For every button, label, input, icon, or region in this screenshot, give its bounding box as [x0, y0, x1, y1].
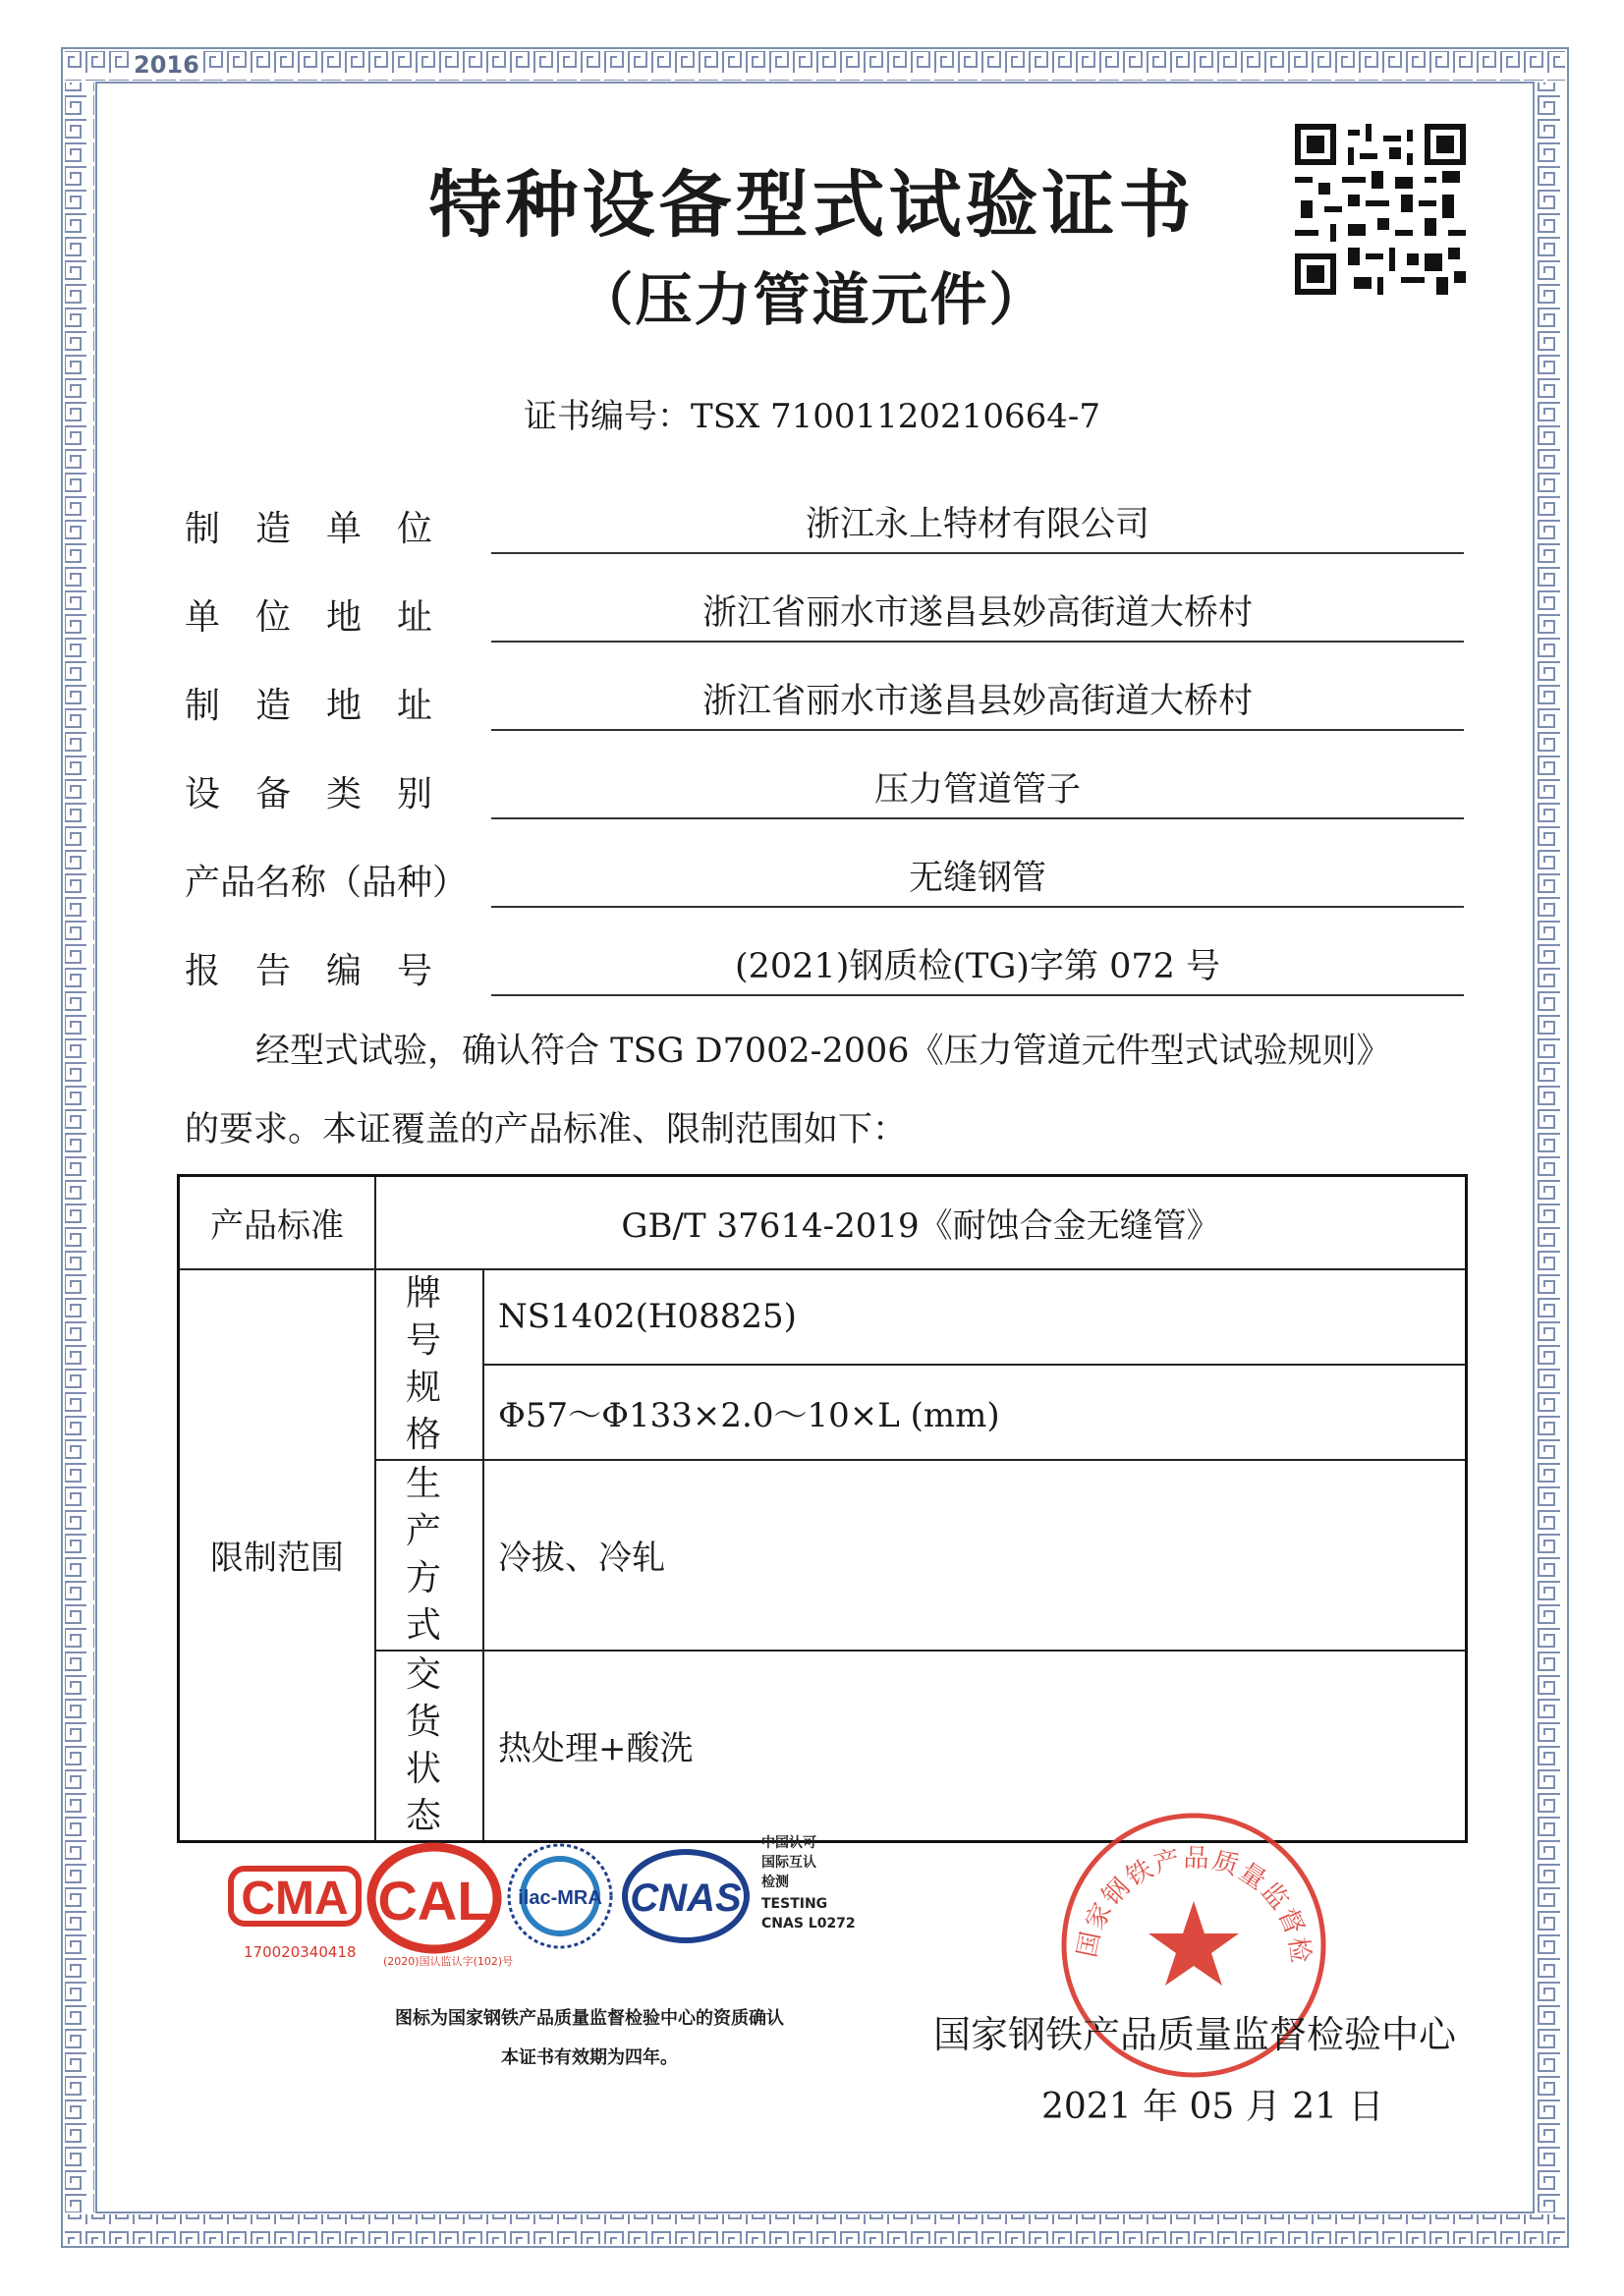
- ilac-mra-logo: [509, 1845, 611, 1947]
- field-label: 报 告 编 号: [185, 951, 433, 991]
- issue-date: 2021 年 05 月 21 日: [1041, 2087, 1384, 2127]
- method-label: [375, 1460, 483, 1651]
- cma-number: 170020340418: [244, 1943, 357, 1961]
- field-value: 压力管道管子: [491, 762, 1464, 819]
- cnas-logo: [625, 1834, 856, 1940]
- cnas-text-2: 国际互认: [761, 1855, 816, 1871]
- field-value: 浙江省丽水市遂昌县妙高街道大桥村: [491, 586, 1464, 643]
- method-label-line: 生 产: [405, 1463, 453, 1551]
- limit-label: 限制范围: [179, 1269, 376, 1842]
- grade-spec-label: [375, 1269, 483, 1460]
- standard-label: 产品标准: [179, 1176, 376, 1269]
- table-row: [179, 1269, 1467, 1365]
- delivery-label-line: 状 态: [405, 1748, 453, 1836]
- method-value: 冷拔、冷轧: [483, 1460, 1467, 1651]
- cnas-text-3: 检测: [761, 1875, 789, 1890]
- cal-logo: [371, 1847, 513, 1968]
- delivery-label: [375, 1651, 483, 1842]
- spec-label: 规 格: [405, 1367, 453, 1455]
- scope-table: [177, 1174, 1468, 1843]
- table-row: [179, 1176, 1467, 1269]
- cnas-text-1: 中国认可: [761, 1835, 816, 1851]
- field-value: 无缝钢管: [491, 851, 1464, 908]
- cnas-text: CNAS: [630, 1876, 742, 1920]
- certificate-number: 证书编号：TSX 71001120210664-7: [524, 397, 1100, 436]
- delivery-value: 热处理+酸洗: [483, 1651, 1467, 1842]
- border-year: 2016: [130, 51, 203, 79]
- issuer-name: 国家钢铁产品质量监督检验中心: [933, 2013, 1457, 2056]
- star-icon: [1148, 1901, 1239, 1986]
- field-label: 产品名称（品种）: [185, 863, 469, 903]
- field-value: 浙江永上特材有限公司: [491, 497, 1464, 554]
- cal-text: CAL: [377, 1870, 491, 1932]
- cal-number: (2020)国认监认字(102)号: [383, 1955, 514, 1968]
- field-label: 设 备 类 别: [185, 774, 433, 814]
- standard-value: GB/T 37614-2019《耐蚀合金无缝管》: [375, 1176, 1467, 1269]
- field-value: 浙江省丽水市遂昌县妙高街道大桥村: [491, 674, 1464, 731]
- cnas-text-4: TESTING: [761, 1896, 828, 1912]
- validity-note: 本证书有效期为四年。: [501, 2047, 678, 2068]
- certificate-title: 特种设备型式试验证书: [428, 163, 1196, 248]
- field-value: (2021)钢质检(TG)字第 072 号: [491, 939, 1464, 996]
- statement-line-1: 经型式试验，确认符合 TSG D7002-2006《压力管道元件型式试验规则》: [255, 1032, 1391, 1071]
- accreditation-logos: [226, 1818, 982, 1994]
- cma-text: CMA: [241, 1873, 349, 1925]
- qualification-note: 图标为国家钢铁产品质量监督检验中心的资质确认: [395, 2008, 784, 2029]
- cma-logo: [231, 1869, 359, 1961]
- seal-text: 国家钢铁产品质量监督检: [1072, 1843, 1316, 1967]
- grade-label: 牌 号: [405, 1272, 453, 1361]
- statement-line-2: 的要求。本证覆盖的产品标准、限制范围如下：: [185, 1110, 908, 1149]
- logos-svg: [226, 1818, 982, 1994]
- field-label: 制 造 地 址: [185, 686, 433, 726]
- spec-value: Φ57～Φ133×2.0～10×L (mm): [483, 1365, 1467, 1460]
- certificate-subtitle: （压力管道元件）: [576, 266, 1048, 333]
- delivery-label-line: 交 货: [405, 1653, 453, 1742]
- field-label: 单 位 地 址: [185, 597, 433, 638]
- ilac-text: ilac-MRA: [518, 1887, 602, 1909]
- method-label-line: 方 式: [405, 1557, 453, 1646]
- cnas-text-5: CNAS L0272: [761, 1916, 856, 1932]
- grade-value: NS1402(H08825): [483, 1269, 1467, 1365]
- field-label: 制 造 单 位: [185, 509, 433, 549]
